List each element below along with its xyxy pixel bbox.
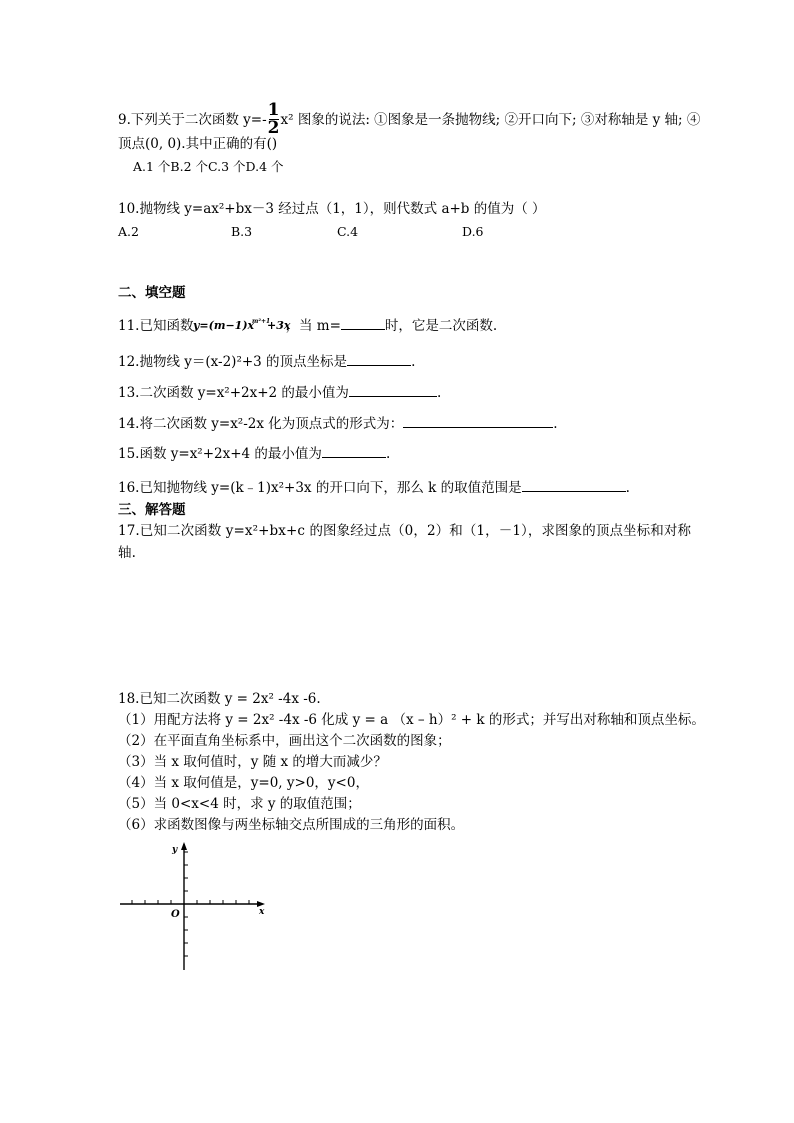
q16-answer-blank[interactable] (522, 478, 626, 492)
q9-suffix: x² 图象的说法: ①图象是一条抛物线; ②开口向下; ③对称轴是 y 轴; ④ (280, 112, 701, 128)
q15-answer-blank[interactable] (322, 444, 386, 458)
question-13 (118, 383, 441, 402)
question-18-stem: 18.已知二次函数 y = 2x² -4x -6. (118, 691, 321, 707)
question-10: 10.抛物线 y=ax²+bx－3 经过点（1，1），则代数式 a+b 的值为（ ） (118, 201, 546, 217)
q16-text: 16.已知抛物线 y=(k﹣1)x²+3x 的开口向下，那么 k 的取值范围是 (118, 480, 522, 496)
q9-frac-denominator: 2 (267, 118, 280, 138)
question-11 (118, 316, 497, 335)
y-axis-arrow (181, 842, 187, 850)
question-18-part-5: （5）当 0<x<4 时，求 y 的取值范围； (118, 796, 361, 812)
svg-text:+3x: +3x (267, 319, 291, 332)
q15-text: 15.函数 y=x²+2x+4 的最小值为 (118, 446, 322, 462)
q12-answer-blank[interactable] (347, 352, 411, 366)
question-16 (118, 478, 630, 497)
q14-period: . (553, 416, 558, 432)
origin-label: O (171, 909, 180, 920)
q16-period: . (625, 480, 630, 496)
question-10-option-d: D.6 (462, 224, 484, 239)
question-9-options: A.1 个B.2 个C.3 个D.4 个 (133, 159, 284, 174)
q11-answer-blank[interactable] (341, 316, 385, 330)
question-10-option-c: C.4 (337, 224, 359, 239)
question-18-part-4: （4）当 x 取何值是，y=0, y>0，y<0， (118, 775, 369, 791)
question-12 (118, 352, 415, 371)
question-18-part-1: （1）用配方法将 y = 2x² -4x -6 化成 y = a （x – h）² + k 的形式；并写出对称轴和顶点坐标。 (118, 712, 705, 728)
q9-frac-numerator: 1 (267, 100, 280, 120)
q11-prefix: 11.已知函数 (118, 318, 194, 334)
question-15 (118, 444, 390, 463)
q13-period: . (436, 385, 442, 401)
section-2-heading: 二、填空题 (118, 285, 186, 301)
q11-middle: ，当 m= (285, 318, 341, 334)
question-18-part-3: （3）当 x 取何值时，y 随 x 的增大而减少？ (118, 754, 387, 770)
q12-text: 12.抛物线 y＝(x-2)²+3 的顶点坐标是 (118, 354, 348, 370)
question-18-part-2: （2）在平面直角坐标系中，画出这个二次函数的图象； (118, 733, 451, 749)
question-17: 17.已知二次函数 y=x²+bx+c 的图象经过点（0，2）和（1，－1），求图象的顶点坐标和对称轴. (118, 523, 692, 561)
x-axis-label: x (259, 907, 265, 917)
q11-suffix: 时，它是二次函数. (384, 318, 498, 334)
q14-text: 14.将二次函数 y=x²-2x 化为顶点式的形式为： (118, 416, 404, 432)
q13-answer-blank[interactable] (349, 383, 437, 397)
question-10-option-b: B.3 (231, 224, 253, 239)
q11-formula-image (193, 317, 291, 333)
q13-text: 13.二次函数 y=x²+2x+2 的最小值为 (118, 385, 349, 401)
question-9-line2: 顶点(0, 0).其中正确的有() (118, 136, 278, 152)
svg-text:m²+1: m²+1 (252, 318, 271, 325)
question-18-part-6: （6）求函数图像与两坐标轴交点所围成的三角形的面积。 (118, 817, 465, 833)
svg-text:y=(m−1)x: y=(m−1)x (193, 319, 255, 332)
y-axis-label: y (172, 845, 178, 855)
q15-period: . (385, 446, 391, 462)
q9-prefix: 9.下列关于二次函数 y=- (118, 112, 267, 128)
question-9 (118, 100, 701, 138)
q14-answer-blank[interactable] (403, 414, 553, 428)
coordinate-axes-figure (118, 840, 268, 975)
q9-fraction (267, 100, 280, 138)
question-10-option-a: A.2 (118, 224, 139, 239)
q12-period: . (411, 354, 416, 370)
section-3-heading: 三、解答题 (118, 502, 186, 518)
question-14 (118, 414, 558, 433)
